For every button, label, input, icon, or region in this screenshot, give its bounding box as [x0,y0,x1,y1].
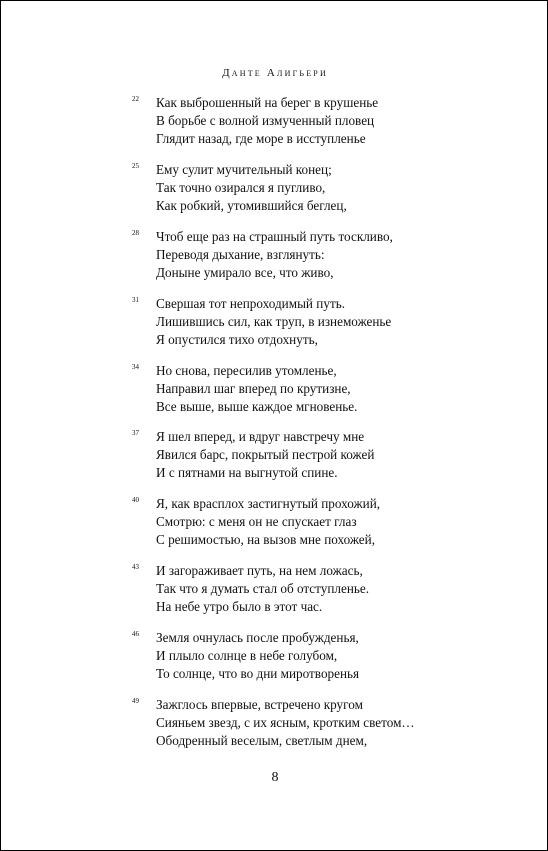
verse-line: Так что я думать стал об отступленье. [156,581,370,597]
verse-line: То солнце, что во дни миротворенья [156,666,360,682]
verse-line: В борьбе с волной измученный пловец [156,113,375,128]
verse-line: Лишившись сил, как труп, в изнеможенье [156,313,392,329]
verse-number: 40 [132,496,139,505]
running-head: Данте Алигьери [222,67,328,79]
verse-line: Как выброшенный на берег в крушенье [156,95,379,110]
verse-line: Зажглось впервые, встречено кругом [156,697,363,713]
stanza [1,562,548,629]
stanza [1,295,548,362]
verse-line: С решимостью, на вызов мне похожей, [156,532,376,548]
stanza [1,362,548,429]
stanza [1,696,548,763]
stanza [1,161,548,228]
verse-line: Глядит назад, где море в исступленье [156,131,366,146]
verse-line: Так точно озирался я пугливо, [156,179,326,195]
verse-line: Явился барс, покрытый пестрой кожей [156,447,375,463]
verse-number: 34 [132,362,139,371]
verse-line: Сияньем звезд, с их ясным, кротким светом… [156,715,415,731]
stanza [1,495,548,562]
verse-number: 37 [132,429,139,438]
verse-line: Я опустился тихо отдохнуть, [156,331,318,347]
verse-line: Ободренный веселым, светлым днем, [156,733,368,749]
verse-number: 31 [132,295,139,304]
verse-line: Доныне умирало все, что живо, [156,264,334,280]
verse-line: Я, как врасплох застигнутый прохожий, [156,496,381,512]
verse-number: 25 [132,161,139,170]
poem-body [1,94,548,763]
page-number: 8 [271,770,279,785]
verse-line: Я шел вперед, и вдруг навстречу мне [156,429,365,445]
verse-line: И загораживает путь, на нем ложась, [156,563,363,579]
stanza [1,94,548,161]
verse-line: Земля очнулась после пробужденья, [156,630,359,646]
verse-line: Свершая тот непроходимый путь. [156,295,346,311]
verse-number: 28 [132,228,139,237]
verse-line: Чтоб еще раз на страшный путь тоскливо, [156,228,393,244]
verse-number: 49 [132,697,139,706]
verse-line: Но снова, пересилив утомленье, [156,362,337,378]
verse-line: На небе утро было в этот час. [156,599,323,615]
stanza [1,228,548,295]
verse-line: Переводя дыхание, взглянуть: [156,246,325,262]
verse-line: Смотрю: с меня он не спускает глаз [156,514,357,530]
stanza [1,428,548,495]
verse-line: И плыло солнце в небе голубом, [156,648,338,664]
verse-line: Все выше, выше каждое мгновенье. [156,398,358,414]
verse-line: Направил шаг вперед по крутизне, [156,380,351,396]
verse-number: 22 [132,95,139,103]
verse-line: Ему сулит мучительный конец; [156,161,332,177]
stanza [1,629,548,696]
verse-line: Как робкий, утомившийся беглец, [156,197,347,213]
verse-line: И с пятнами на выгнутой спине. [156,465,338,481]
verse-number: 43 [132,563,139,572]
verse-number: 46 [132,630,139,639]
